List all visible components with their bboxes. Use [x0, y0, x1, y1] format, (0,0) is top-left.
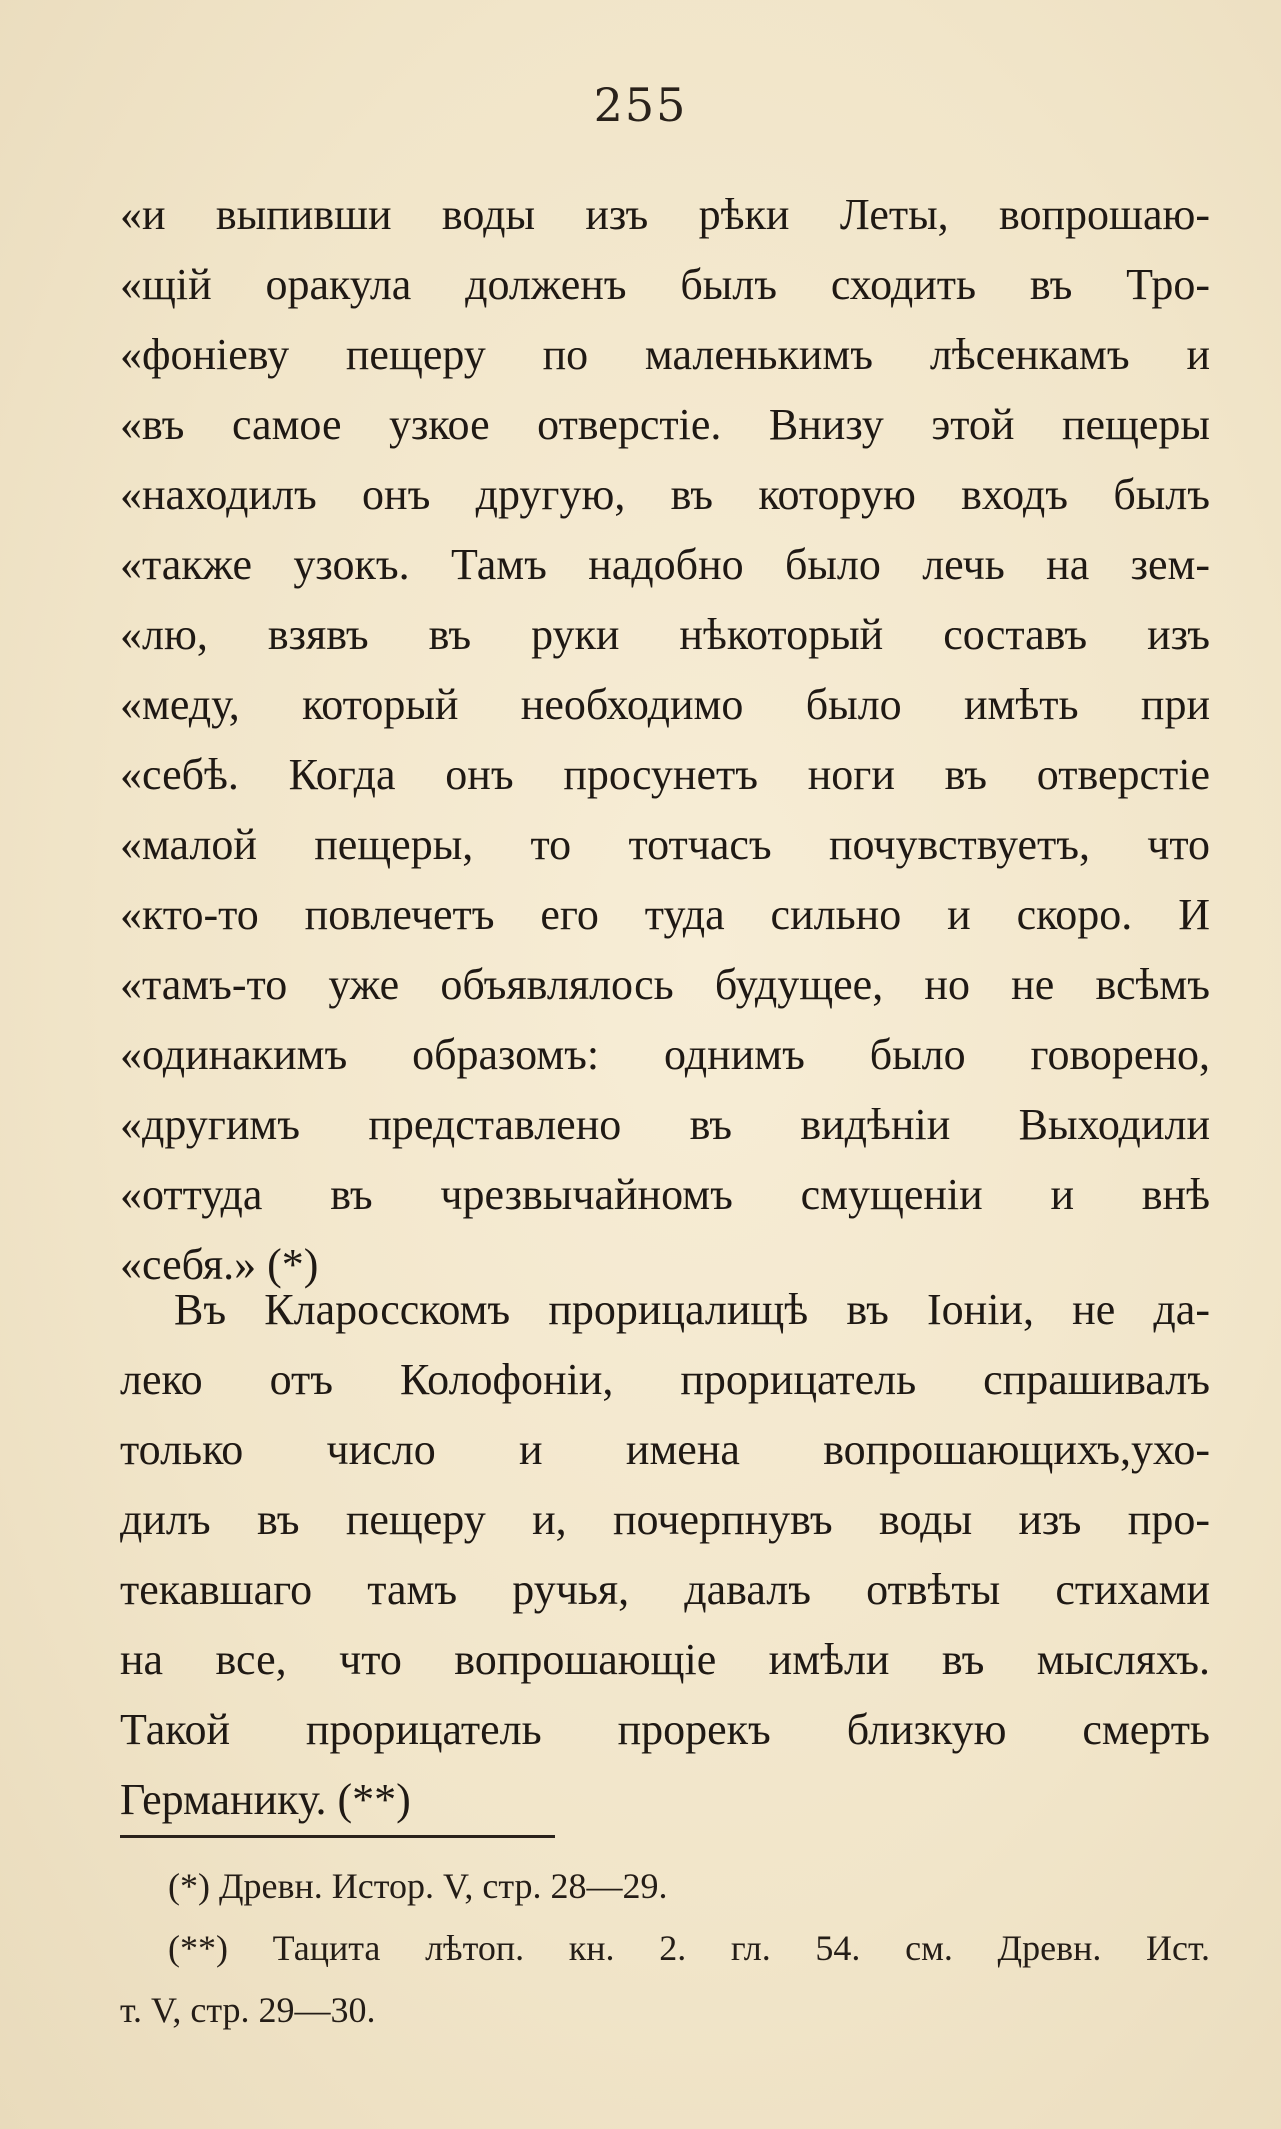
text-line: дилъ въ пещеру и, почерпнувъ воды изъ про-	[120, 1495, 1210, 1544]
text-line: «меду, который необходимо было имѣть при	[120, 680, 1210, 729]
text-line: «находилъ онъ другую, въ которую входъ былъ	[120, 470, 1210, 519]
text-line: «малой пещеры, то тотчасъ почувствуетъ, что	[120, 820, 1210, 869]
text-line: «одинакимъ образомъ: однимъ было говорено,	[120, 1030, 1210, 1079]
footnote-2: (**) Тацита лѣтоп. кн. 2. гл. 54. см. Древн. Ист.	[168, 1928, 1210, 1968]
text-line: «себѣ. Когда онъ просунетъ ноги въ отверстіе	[120, 750, 1210, 799]
body-paragraph	[120, 1275, 1210, 1835]
text-line: Въ Кларосскомъ прорицалищѣ въ Іоніи, не да-	[174, 1285, 1210, 1334]
text-line: «себя.» (*)	[120, 1240, 319, 1289]
text-line: «кто-то повлечетъ его туда сильно и скоро. И	[120, 890, 1210, 939]
text-line: «оттуда въ чрезвычайномъ смущеніи и внѣ	[120, 1170, 1210, 1219]
text-line: «также узокъ. Тамъ надобно было лечь на зем-	[120, 540, 1210, 589]
text-line: «и выпивши воды изъ рѣки Леты, вопрошаю-	[120, 190, 1210, 239]
text-line: «щій оракула долженъ былъ сходить въ Тро-	[120, 260, 1210, 309]
footnote-2-continued: т. V, стр. 29—30.	[120, 1990, 376, 2030]
text-line: «лю, взявъ въ руки нѣкоторый составъ изъ	[120, 610, 1210, 659]
text-line: только число и имена вопрошающихъ,ухо-	[120, 1425, 1210, 1474]
text-line: «тамъ-то уже объявлялось будущее, но не всѣмъ	[120, 960, 1210, 1009]
footnotes	[120, 1855, 1210, 2041]
text-line: «другимъ представлено въ видѣніи Выходили	[120, 1100, 1210, 1149]
text-line: «въ самое узкое отверстіе. Внизу этой пещеры	[120, 400, 1210, 449]
text-line: леко отъ Колофоніи, прорицатель спрашивалъ	[120, 1355, 1210, 1404]
text-line: «фоніеву пещеру по маленькимъ лѣсенкамъ и	[120, 330, 1210, 379]
page-number: 255	[593, 78, 688, 132]
text-line: на все, что вопрошающіе имѣли въ мысляхъ.	[120, 1635, 1210, 1684]
text-line: Такой прорицатель прорекъ близкую смерть	[120, 1705, 1210, 1754]
text-line: текавшаго тамъ ручья, давалъ отвѣты стихами	[120, 1565, 1210, 1614]
footnote-1: (*) Древн. Истор. V, стр. 28—29.	[168, 1866, 668, 1906]
footnote-divider	[120, 1835, 555, 1838]
quoted-passage	[120, 180, 1210, 1300]
text-line: Германику. (**)	[120, 1775, 411, 1824]
